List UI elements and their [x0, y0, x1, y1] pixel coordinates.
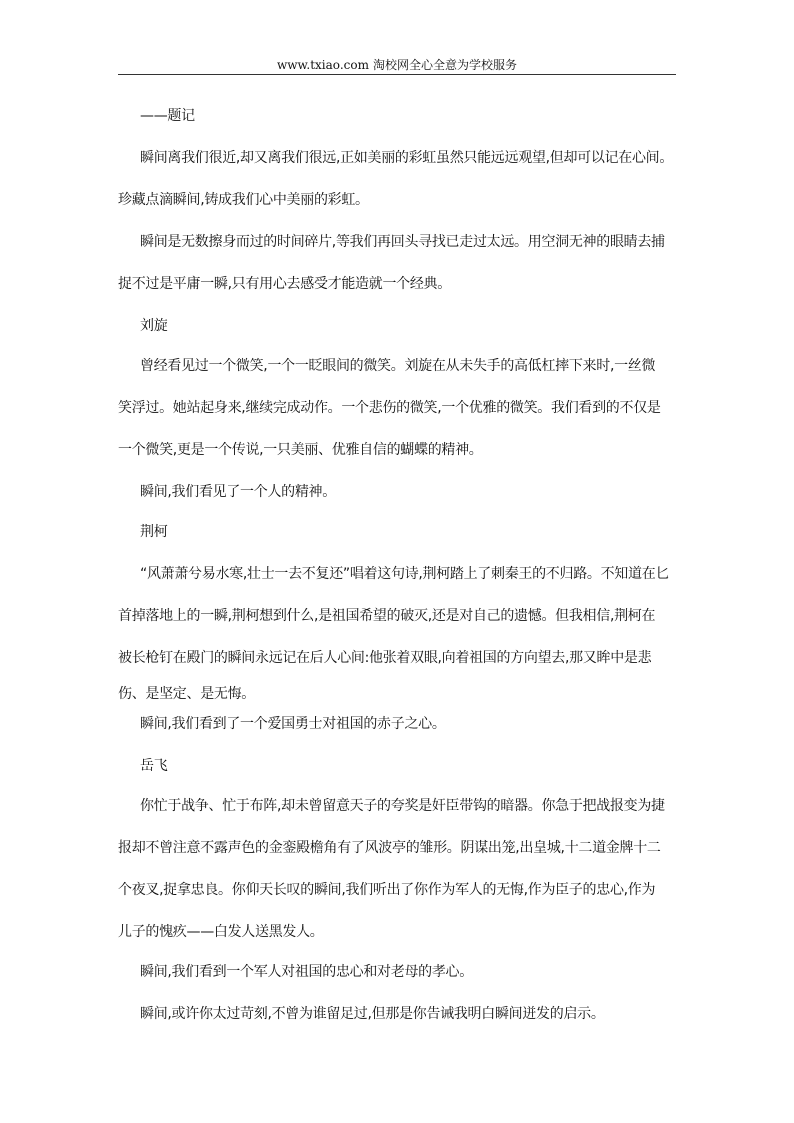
text-line: “风萧萧兮易水寒,壮士一去不复还”唱着这句诗,荆柯踏上了刺秦王的不归路。不知道在匕 — [140, 566, 670, 582]
text-line: 瞬间,或许你太过苛刻,不曾为谁留足过,但那是你告诫我明白瞬间迸发的启示。 — [140, 1006, 605, 1022]
text-line: 一个微笑,更是一个传说,一只美丽、优雅自信的蝴蝶的精神。 — [118, 442, 483, 458]
header-rule — [118, 74, 676, 75]
text-line: 个夜叉,捉拿忠良。你仰天长叹的瞬间,我们听出了你作为军人的无悔,作为臣子的忠心,作为 — [118, 882, 656, 898]
text-line: ——题记 — [140, 108, 195, 124]
text-line: 瞬间,我们看见了一个人的精神。 — [140, 484, 336, 500]
section-heading: 岳飞 — [140, 758, 168, 774]
header-url: www.txiao.com — [277, 58, 369, 72]
text-line: 瞬间,我们看到一个军人对祖国的忠心和对老母的孝心。 — [140, 964, 473, 980]
text-line: 儿子的愧疚——白发人送黑发人。 — [118, 924, 324, 940]
text-line: 瞬间是无数擦身而过的时间碎片,等我们再回头寻找已走过太远。用空洞无神的眼睛去捕 — [140, 234, 665, 250]
header-slogan: 淘校网全心全意为学校服务 — [372, 58, 517, 72]
text-line: 瞬间离我们很近,却又离我们很远,正如美丽的彩虹虽然只能远远观望,但却可以记在心间。 — [140, 150, 674, 166]
section-heading: 刘旋 — [140, 318, 168, 334]
text-line: 珍藏点滴瞬间,铸成我们心中美丽的彩虹。 — [118, 192, 369, 208]
text-line: 报却不曾注意不露声色的金銮殿檐角有了风波亭的雏形。阴谋出笼,出皇城,十二道金牌十二 — [118, 840, 661, 856]
text-line: 瞬间,我们看到了一个爱国勇士对祖国的赤子之心。 — [140, 716, 446, 732]
text-line: 曾经看见过一个微笑,一个一眨眼间的微笑。刘旋在从未失手的高低杠摔下来时,一丝微 — [140, 358, 656, 374]
text-line: 伤、是坚定、是无悔。 — [118, 686, 255, 702]
text-line: 捉不过是平庸一瞬,只有用心去感受才能造就一个经典。 — [118, 276, 451, 292]
section-heading: 荆柯 — [140, 524, 168, 540]
text-line: 笑浮过。她站起身来,继续完成动作。一个悲伤的微笑,一个优雅的微笑。我们看到的不仅是 — [118, 400, 661, 416]
text-line: 被长枪钉在殿门的瞬间永远记在后人心间:他张着双眼,向着祖国的方向望去,那又眸中是悲 — [118, 650, 652, 666]
text-line: 首掉落地上的一瞬,荆柯想到什么,是祖国希望的破灭,还是对自己的遗憾。但我相信,荆柯在 — [118, 608, 656, 624]
text-line: 你忙于战争、忙于布阵,却未曾留意天子的夸奖是奸臣带钩的暗器。你急于把战报变为捷 — [140, 798, 665, 814]
page-header — [118, 56, 676, 74]
